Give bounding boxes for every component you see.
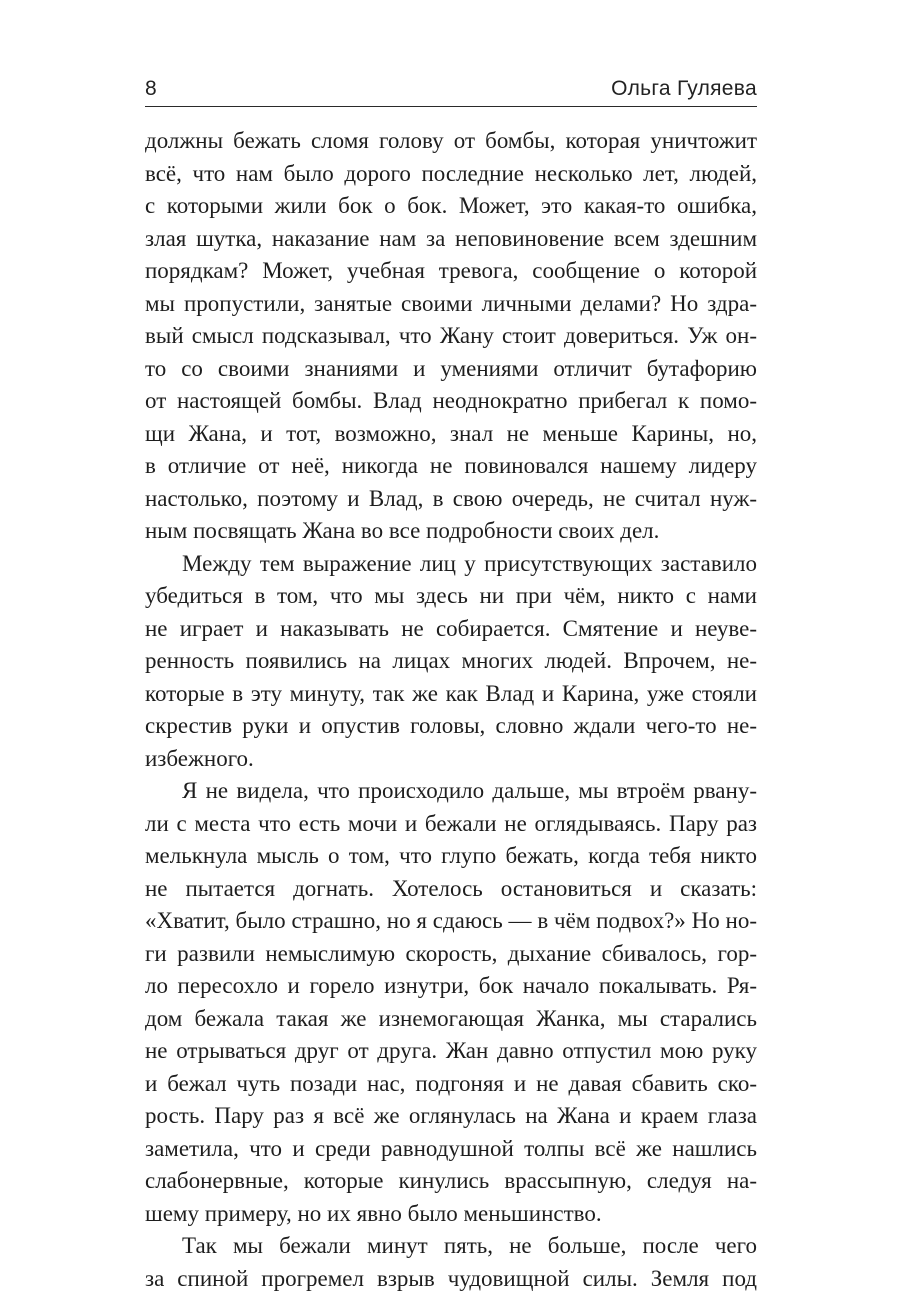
text-line: дом бежала такая же изнемогающая Жанка, мы старались xyxy=(145,1003,757,1036)
text-line: щи Жана, и тот, возможно, знал не меньше Карины, но, xyxy=(145,418,757,451)
text-line: с которыми жили бок о бок. Может, это какая-то ошибка, xyxy=(145,190,757,223)
text-line: не отрываться друг от друга. Жан давно отпустил мою руку xyxy=(145,1035,757,1068)
text-line: которые в эту минуту, так же как Влад и Карина, уже стояли xyxy=(145,678,757,711)
book-page xyxy=(145,72,757,1295)
author-name: Ольга Гуляева xyxy=(611,72,757,106)
text-line: ренность появились на лицах многих людей. Впрочем, не- xyxy=(145,645,757,678)
text-line: слабонервные, которые кинулись врассыпную, следуя на- xyxy=(145,1165,757,1198)
text-line: рость. Пару раз я всё же оглянулась на Жана и краем глаза xyxy=(145,1100,757,1133)
page-number: 8 xyxy=(145,72,157,106)
text-line: убедиться в том, что мы здесь ни при чём, никто с нами xyxy=(145,580,757,613)
text-line: должны бежать сломя голову от бомбы, которая уничтожит xyxy=(145,125,757,158)
text-line: избежного. xyxy=(145,743,757,776)
text-line: порядкам? Может, учебная тревога, сообщение о которой xyxy=(145,255,757,288)
text-line: шему примеру, но их явно было меньшинство. xyxy=(145,1198,757,1231)
text-line: не играет и наказывать не собирается. Смятение и неуве- xyxy=(145,613,757,646)
text-line: всё, что нам было дорого последние несколько лет, людей, xyxy=(145,158,757,191)
text-line: от настоящей бомбы. Влад неоднократно прибегал к помо- xyxy=(145,385,757,418)
text-line: не пытается догнать. Хотелось остановиться и сказать: xyxy=(145,873,757,906)
text-line: мелькнула мысль о том, что глупо бежать, когда тебя никто xyxy=(145,840,757,873)
text-line: вый смысл подсказывал, что Жану стоит довериться. Уж он- xyxy=(145,320,757,353)
text-line: ги развили немыслимую скорость, дыхание сбивалось, гор- xyxy=(145,938,757,971)
text-line: Так мы бежали минут пять, не больше, после чего xyxy=(145,1230,757,1263)
text-line: то со своими знаниями и умениями отличит бутафорию xyxy=(145,353,757,386)
text-line: и бежал чуть позади нас, подгоняя и не давая сбавить ско- xyxy=(145,1068,757,1101)
text-line: Между тем выражение лиц у присутствующих заставило xyxy=(145,548,757,581)
text-line: заметила, что и среди равнодушной толпы всё же нашлись xyxy=(145,1133,757,1166)
text-line: скрестив руки и опустив головы, словно ждали чего-то не- xyxy=(145,710,757,743)
text-line: злая шутка, наказание нам за неповиновение всем здешним xyxy=(145,223,757,256)
text-line: в отличие от неё, никогда не повиновался нашему лидеру xyxy=(145,450,757,483)
text-line: Я не видела, что происходило дальше, мы втроём рвану- xyxy=(145,775,757,808)
text-line: мы пропустили, занятые своими личными делами? Но здра- xyxy=(145,288,757,321)
text-line: ли с места что есть мочи и бежали не оглядываясь. Пару раз xyxy=(145,808,757,841)
text-line: настолько, поэтому и Влад, в свою очередь, не считал нуж- xyxy=(145,483,757,516)
text-line: ным посвящать Жана во все подробности своих дел. xyxy=(145,515,757,548)
body-text xyxy=(145,125,757,1295)
text-line: ло пересохло и горело изнутри, бок начало покалывать. Ря- xyxy=(145,970,757,1003)
running-head xyxy=(145,72,757,107)
text-line: за спиной прогремел взрыв чудовищной силы. Земля под xyxy=(145,1263,757,1295)
text-line: «Хватит, было страшно, но я сдаюсь — в чём подвох?» Но но- xyxy=(145,905,757,938)
